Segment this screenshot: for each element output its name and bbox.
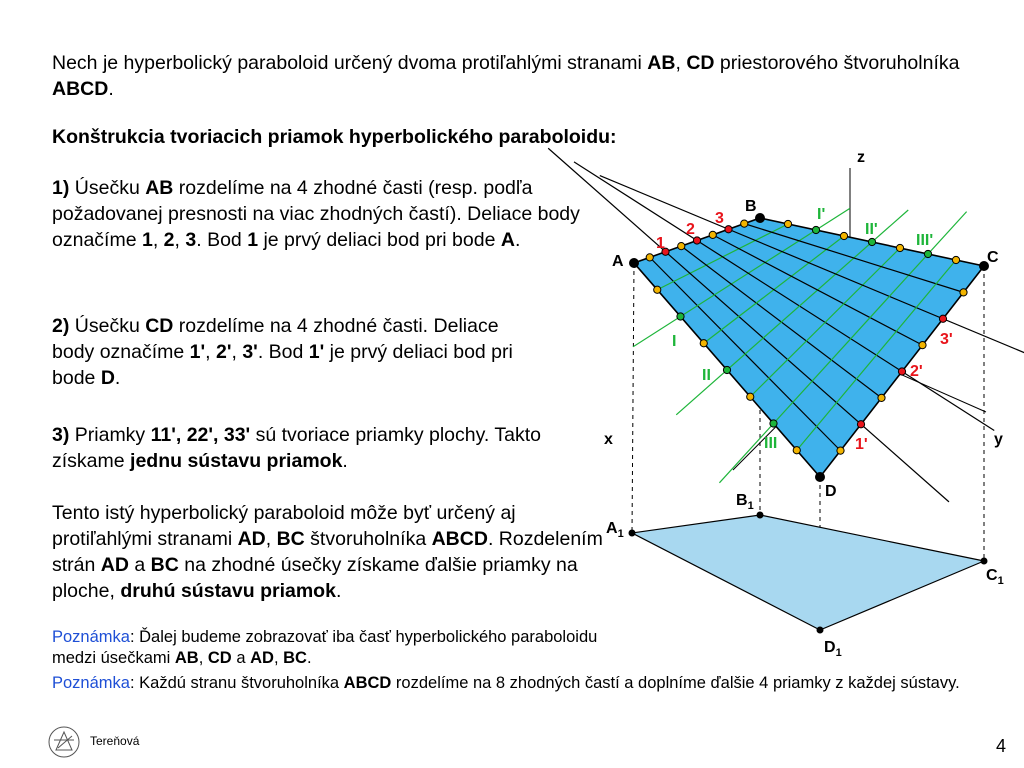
vertex-b: [756, 214, 765, 223]
label-x: x: [604, 431, 613, 448]
vertex-c1: [981, 558, 987, 564]
point-bc: [840, 232, 847, 239]
label-3p: 3': [940, 331, 953, 348]
label-d1: $D_1$: [824, 639, 842, 659]
label-y: y: [994, 431, 1003, 448]
surface: [634, 218, 984, 477]
label-z: z: [857, 149, 865, 166]
intro-text: Nech je hyperbolický paraboloid určený dvoma protiľahlými stranami AB, CD priestorového štvoruholníka ABCD.: [52, 52, 960, 100]
step-4-text: Tento istý hyperbolický paraboloid môže byť určený aj protiľahlými stranami AD, BC štvoruholníka ABCD. Rozdelením strán AD a BC na zhodné úsečky získame ďalšie priamky na ploche, druhú sústavu priamok.: [52, 502, 603, 602]
label-1p: 1': [855, 436, 868, 453]
label-1: 1: [656, 235, 665, 252]
label-3: 3: [715, 210, 724, 227]
point-bc: [952, 256, 959, 263]
label-iiip: III': [916, 232, 934, 249]
label-a1: $A_1$: [606, 520, 624, 540]
label-d: D: [825, 483, 837, 500]
ground-projection: [632, 515, 984, 630]
projector-a: [632, 263, 634, 533]
author-logo-icon: [46, 724, 86, 760]
point-dc: [960, 289, 967, 296]
step-3-text: 3) Priamky 11', 22', 33' sú tvoriace priamky plochy. Takto získame jednu sústavu priamok.: [52, 424, 542, 472]
vertex-d: [816, 473, 825, 482]
label-i: I: [672, 333, 677, 350]
point-dc: [898, 368, 905, 375]
point-ab: [646, 254, 653, 261]
label-2: 2: [686, 221, 695, 238]
point-bc: [896, 244, 903, 251]
note-2: Poznámka: Každú stranu štvoruholníka ABCD rozdelíme na 8 zhodných častí a doplníme ďalšie 4 priamky z každej sústavy.: [52, 674, 960, 692]
ruling-lines: [548, 148, 1024, 502]
step-2-text: 2) Úsečku CD rozdelíme na 4 zhodné časti. Deliace body označíme 1', 2', 3'. Bod 1' je prvý deliaci bod pri bode D.: [52, 315, 513, 389]
construction-heading: Konštrukcia tvoriacich priamok hyperbolického paraboloidu:: [52, 126, 617, 148]
label-ip: I': [817, 206, 826, 223]
point-ad: [793, 447, 800, 454]
surface-quadrilateral: [634, 218, 984, 477]
point-ad: [700, 340, 707, 347]
ground-quadrilateral: [632, 515, 984, 630]
point-dc: [857, 421, 864, 428]
note-1: Poznámka: Ďalej budeme zobrazovať iba časť hyperbolického paraboloidu medzi úsečkami AB, CD a AD, BC.: [52, 628, 598, 667]
label-a: A: [612, 253, 624, 270]
step-1-text: 1) Úsečku AB rozdelíme na 4 zhodné časti (resp. podľa požadovanej presnosti na viac zhodných častí). Deliace body označíme 1, 2, 3. Bod 1 je prvý deliaci bod pri bode A.: [52, 177, 580, 251]
point-ad: [770, 420, 777, 427]
label-c: C: [987, 249, 999, 266]
point-ad: [654, 286, 661, 293]
point-dc: [837, 447, 844, 454]
vertex-b1: [757, 512, 763, 518]
point-ad: [723, 366, 730, 373]
vertex-d1: [817, 627, 823, 633]
label-ii: II: [702, 367, 711, 384]
author-name: Tereňová: [90, 734, 140, 748]
point-ab: [725, 226, 732, 233]
point-ad: [747, 393, 754, 400]
point-bc: [924, 250, 931, 257]
vertex-a1: [629, 530, 635, 536]
point-dc: [919, 342, 926, 349]
point-ab: [678, 243, 685, 250]
label-iip: II': [865, 221, 878, 238]
point-ab: [741, 220, 748, 227]
label-2p: 2': [910, 363, 923, 380]
label-b1: $B_1$: [736, 492, 754, 512]
point-ad: [677, 313, 684, 320]
point-dc: [939, 315, 946, 322]
point-bc: [784, 220, 791, 227]
point-bc: [812, 226, 819, 233]
vertex-a: [630, 259, 639, 268]
label-iii: III: [764, 435, 778, 452]
label-c1: $C_1$: [986, 567, 1004, 587]
label-b: B: [745, 198, 757, 215]
page-number: 4: [996, 736, 1007, 756]
point-dc: [878, 394, 885, 401]
point-bc: [868, 238, 875, 245]
point-ab: [709, 231, 716, 238]
